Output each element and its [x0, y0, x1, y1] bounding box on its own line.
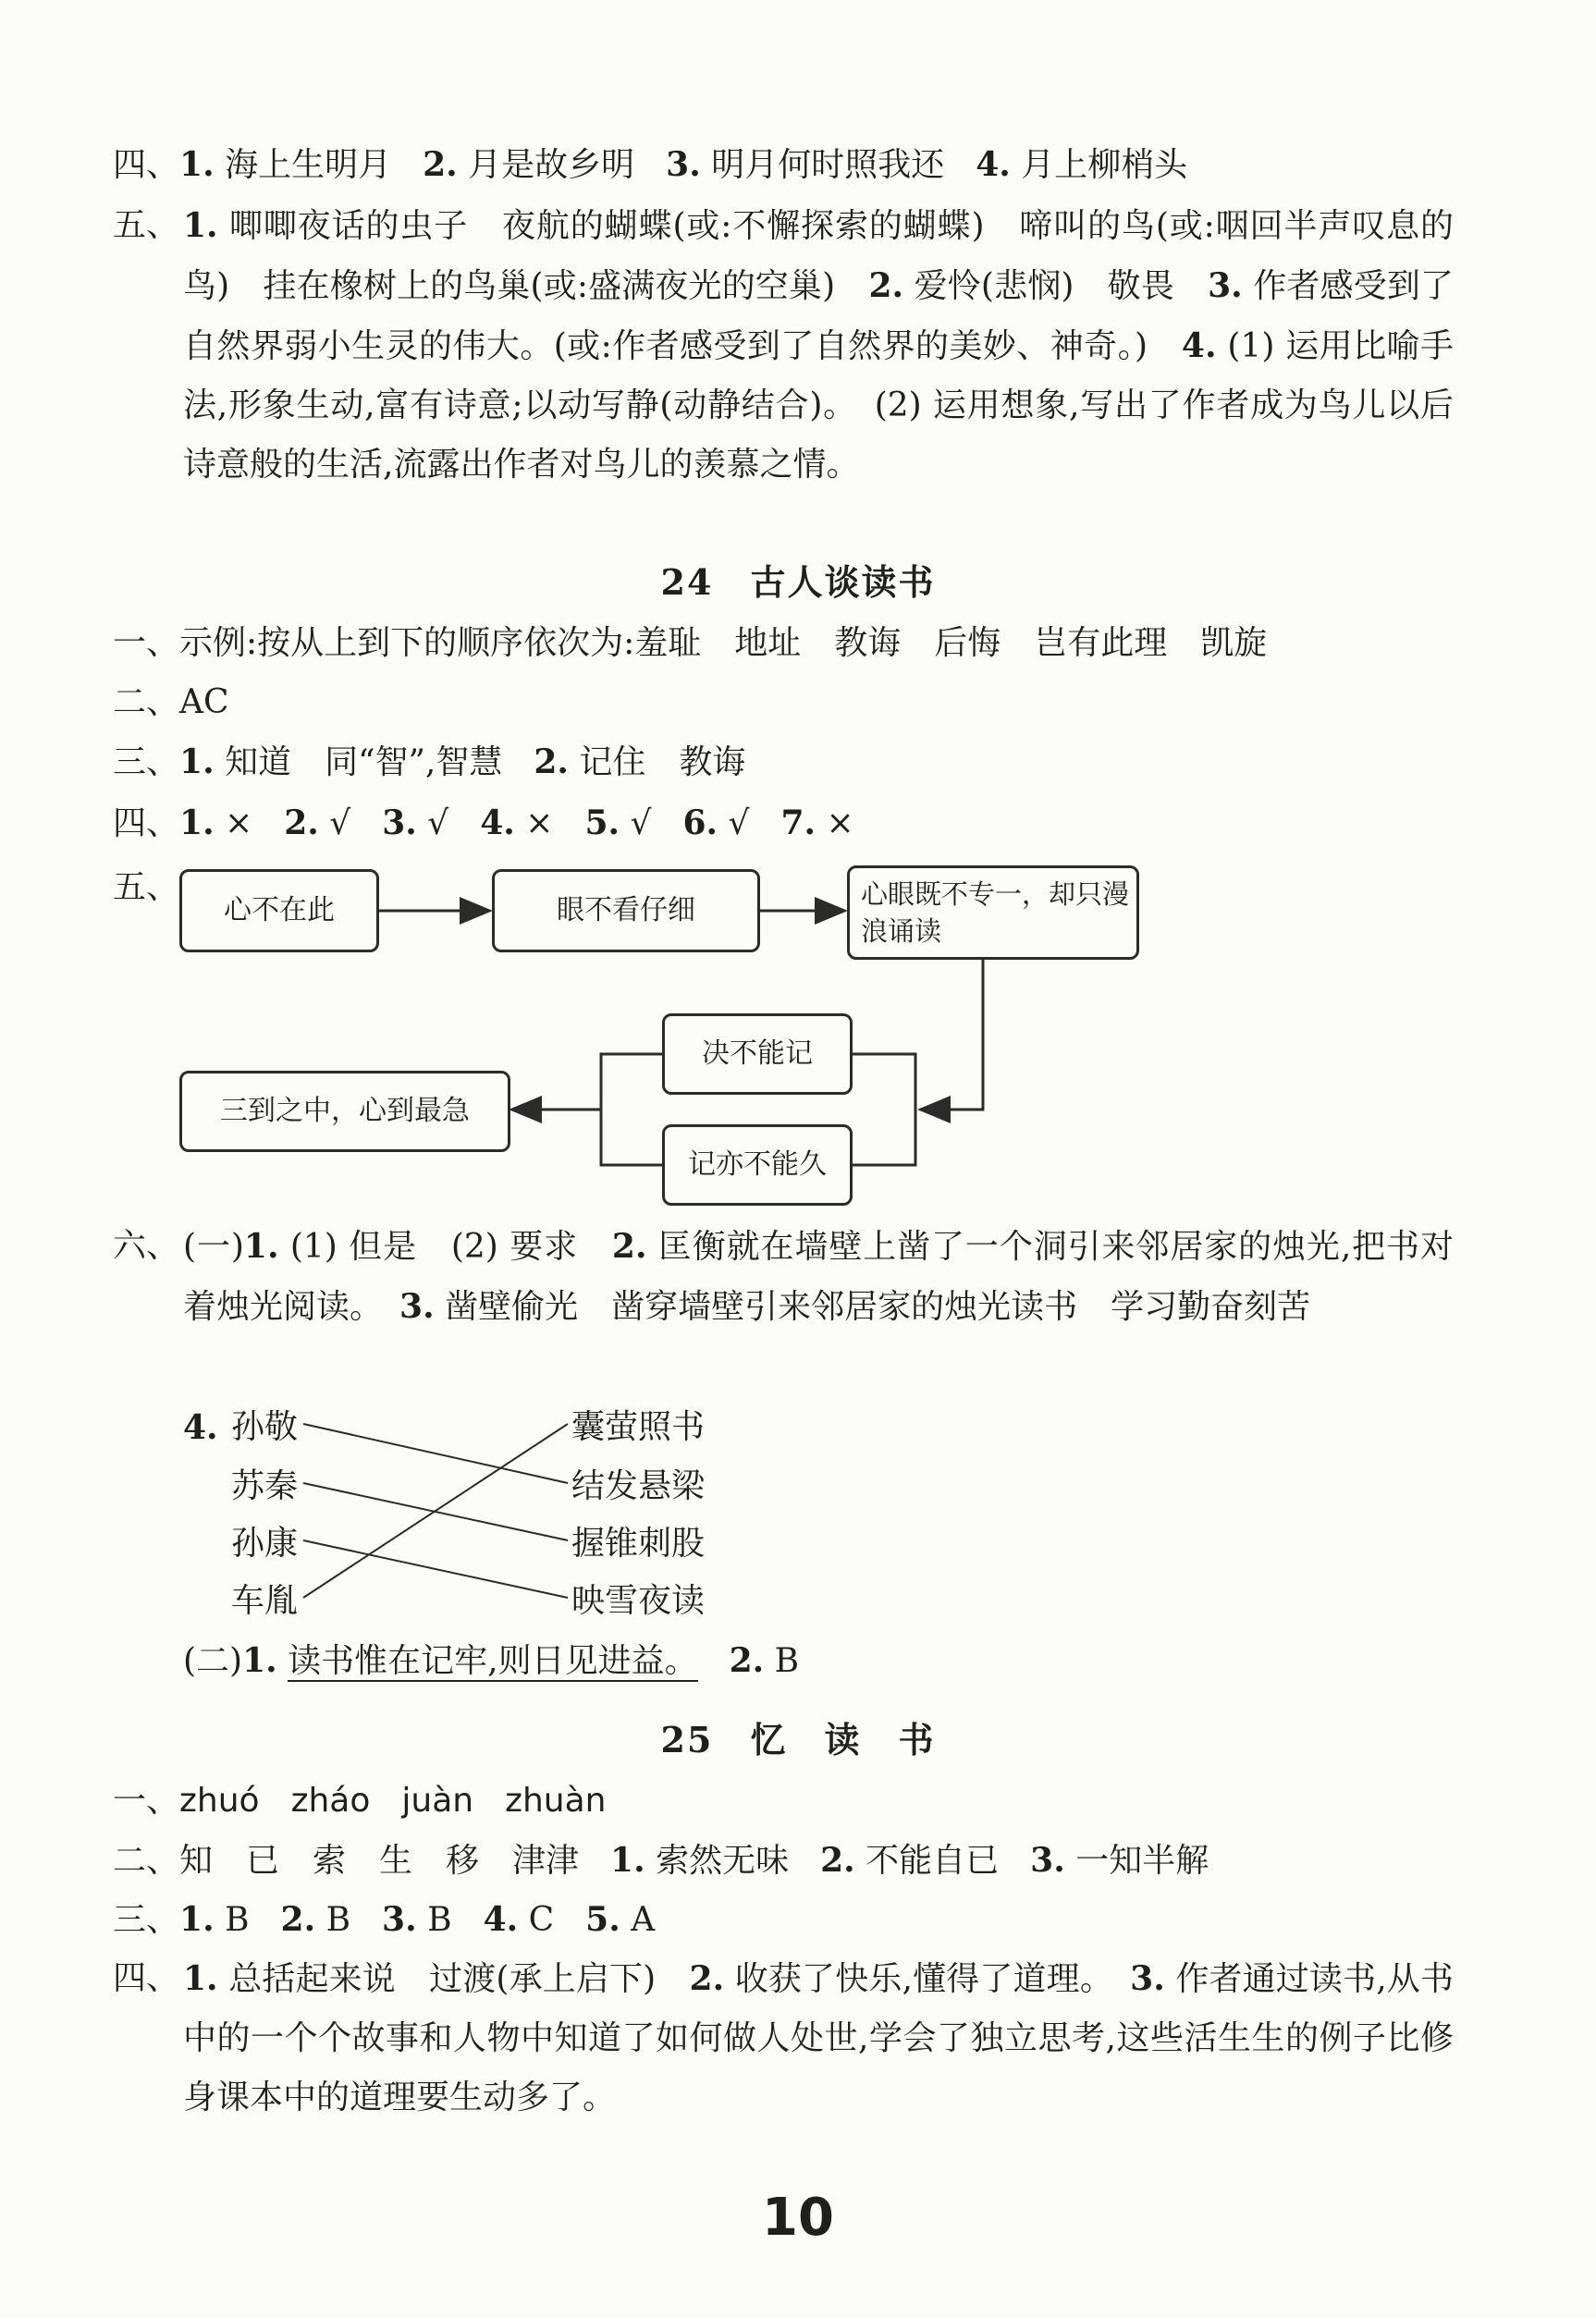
branch-right-bracket [853, 1054, 915, 1165]
flow-box-1: 心不在此 [179, 869, 379, 952]
l25-q4-paragraph: 四、 1. 总括起来说 过渡(承上启下) 2. 收获了快乐,懂得了道理。 3. 作者通过读书,从书中的一个个故事和人物中知道了如何做人处世,学会了独立思考,这些活生生的例子比修身课本中的道理要生动多了。 [183, 1949, 1454, 2128]
l24-q6-part1-paragraph: 六、 (一)1. (1) 但是 (2) 要求 2. 匡衡就在墙壁上凿了一个洞引来邻居家的烛光,把书对着烛光阅读。 3. 凿壁偷光 凿穿墙壁引来邻居家的烛光读书 学习勤奋刻苦 [183, 1217, 1454, 1337]
match-right-item: 握锥刺股 [571, 1525, 706, 1563]
question-label: 四、 [113, 804, 180, 842]
flow-box-4: 决不能记 [662, 1013, 853, 1095]
question-label: 一、 [113, 1782, 180, 1820]
l25-q1-line: 一、zhuó zháo juàn zhuàn [113, 1782, 607, 1820]
matching-lines [0, 1396, 1596, 1637]
flow-box-2: 眼不看仔细 [492, 869, 760, 952]
prev-q4-line: 四、1. 海上生明月 2. 月是故乡明 3. 明月何时照我还 4. 月上柳梢头 [113, 145, 1188, 184]
question-label: 二、 [113, 683, 180, 721]
page-number: 10 [762, 2188, 834, 2248]
l25-q3-line: 三、1. B 2. B 3. B 4. C 5. A [113, 1900, 656, 1939]
question-label: 五、 [113, 868, 180, 906]
l24-q3-line: 三、1. 知道 同“智”,智慧 2. 记住 教诲 [113, 742, 746, 781]
l24-q4-line: 四、1. × 2. √ 3. √ 4. × 5. √ 6. √ 7. × [113, 803, 854, 842]
match-number: 4. [183, 1408, 218, 1447]
match-right-item: 囊萤照书 [571, 1408, 706, 1446]
question-label: 三、 [113, 743, 180, 781]
l24-q2-line: 二、AC [113, 683, 229, 721]
branch-left-bracket [601, 1054, 662, 1165]
prev-q5-paragraph: 五、 1. 唧唧夜话的虫子 夜航的蝴蝶(或:不懈探索的蝴蝶) 啼叫的鸟(或:咽回半声叹息的鸟) 挂在橡树上的鸟巢(或:盛满夜光的空巢) 2. 爱怜(悲悯) 敬畏 3. 作者感受到了自然界弱小生灵的伟大。(或:作者感受到了自然界的美妙、神奇。) 4. (1) 运用比喻手法,形象生动,富有诗意;以动写静(动静结合)。 (2) 运用想象,写出了作者成为鸟儿以后诗意般的生活,流露出作者对鸟儿的羡慕之情。 [183, 196, 1454, 495]
lesson-25-heading: 25 忆 读 书 [660, 1719, 936, 1760]
underlined-answer: 读书惟在记牢,则日见进益。 [288, 1642, 698, 1680]
question-label: 二、 [113, 1842, 180, 1880]
arrow-3-down-to-branch [920, 960, 983, 1110]
flow-box-5: 记亦不能久 [662, 1124, 853, 1206]
question-label: 四、 [113, 146, 180, 184]
match-line [303, 1424, 568, 1483]
question-label: 四、 [113, 1959, 180, 1997]
question-label: 五、 [113, 206, 180, 244]
question-label: 三、 [113, 1901, 180, 1939]
match-left-item: 车胤 [231, 1582, 299, 1620]
match-right-item: 映雪夜读 [571, 1582, 706, 1620]
question-label: 一、 [113, 624, 180, 662]
l25-q2-line: 二、知 已 索 生 移 津津 1. 索然无味 2. 不能自已 3. 一知半解 [113, 1841, 1209, 1880]
match-left-item: 孙敬 [231, 1408, 299, 1446]
question-label: 六、 [113, 1227, 180, 1265]
flow-box-6: 三到之中，心到最急 [179, 1071, 510, 1152]
l24-q1-line: 一、示例:按从上到下的顺序依次为:羞耻 地址 教诲 后悔 岂有此理 凯旋 [113, 624, 1268, 662]
match-line [303, 1540, 568, 1598]
match-left-item: 苏秦 [231, 1467, 299, 1505]
match-left-item: 孙康 [231, 1525, 299, 1563]
lesson-24-heading: 24 古人谈读书 [660, 561, 936, 603]
match-right-item: 结发悬梁 [571, 1467, 706, 1505]
match-line [303, 1424, 568, 1598]
flow-box-3: 心眼既不专一，却只漫浪诵读 [847, 865, 1139, 960]
l24-q6-part2-line: (二)1. 读书惟在记牢,则日见进益。 2. B [183, 1641, 800, 1680]
